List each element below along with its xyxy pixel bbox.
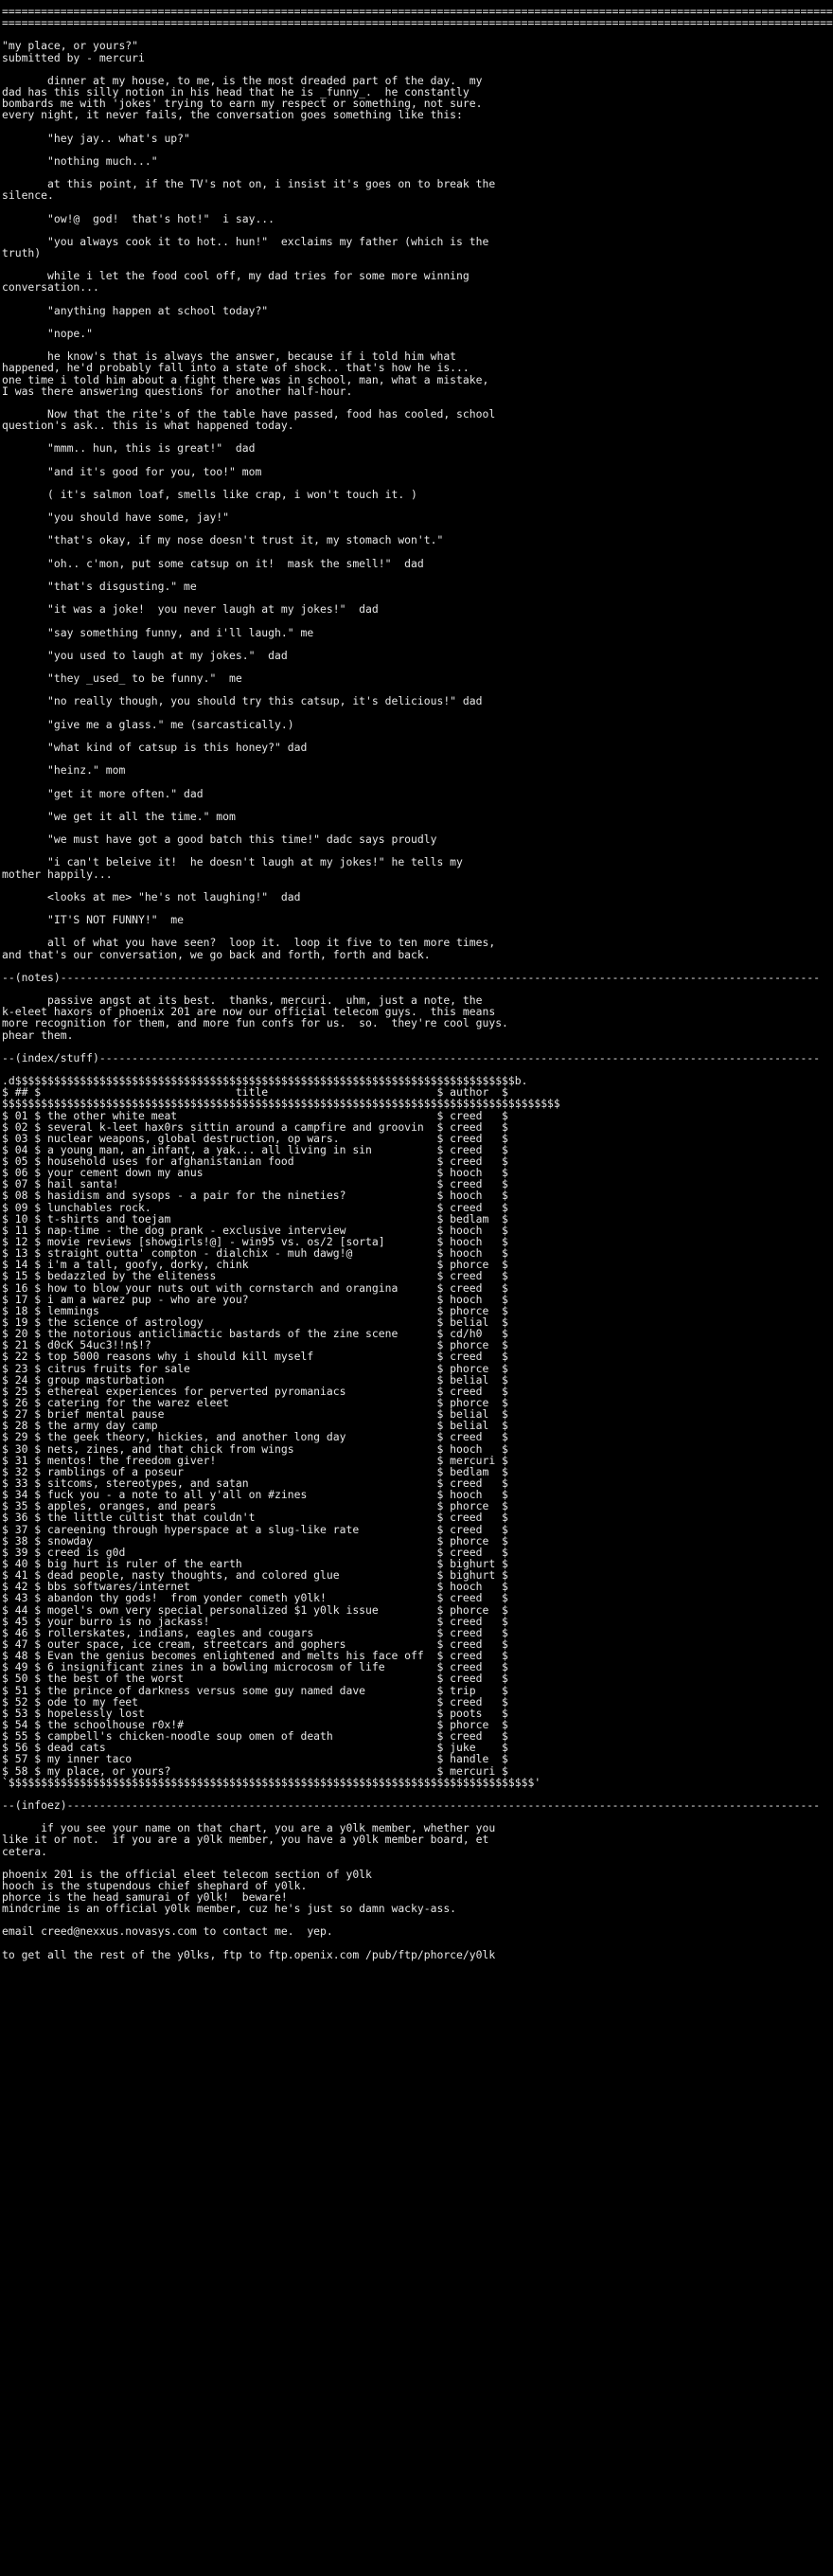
- infoez-line: mindcrime is an official y0lk member, cuz he's just so damn wacky-ass.: [2, 1902, 457, 1916]
- infoez-section-header: --(infoez)--------------------------------------------------------------------------------------------------------------------: [2, 1798, 821, 1812]
- story-line: happened, he'd probably fall into a state of shock.. that's how he is...: [2, 361, 470, 375]
- index-row: $ 01 $ the other white meat $ creed $: [2, 1108, 508, 1122]
- index-table: [2, 1110, 682, 1777]
- story-line: "get it more often." dad: [2, 786, 204, 800]
- index-row: $ 48 $ Evan the genius becomes enlightened and melts his face off $ creed $: [2, 1649, 508, 1663]
- story-line: "ow!@ god! that's hot!" i say...: [2, 211, 275, 225]
- index-row: $ 19 $ the science of astrology $ belial $: [2, 1315, 508, 1330]
- index-row: $ 40 $ big hurt is ruler of the earth $ bighurt $: [2, 1556, 508, 1570]
- index-row: $ 23 $ citrus fruits for sale $ phorce $: [2, 1361, 508, 1375]
- infoez-line: if you see your name on that chart, you are a y0lk member, whether you: [2, 1821, 496, 1835]
- index-row: $ 04 $ a young man, an infant, a yak... all living in sin $ creed $: [2, 1142, 508, 1156]
- index-row: $ 27 $ brief mental pause $ belial $: [2, 1407, 508, 1422]
- story-line: at this point, if the TV's not on, i insist it's goes on to break the: [2, 177, 496, 191]
- infoez-line: like it or not. if you are a y0lk member, you have a y0lk member board, et: [2, 1833, 489, 1847]
- index-row: $ 15 $ bedazzled by the eliteness $ creed $: [2, 1269, 508, 1283]
- story-line: "they _used_ to be funny." me: [2, 671, 242, 686]
- story-line: dad has this silly notion in his head that he is _funny_. he constantly: [2, 84, 470, 98]
- story-line: bombards me with 'jokes' trying to earn my respect or something, not sure.: [2, 97, 483, 111]
- notes-line: phear them.: [2, 1028, 74, 1042]
- index-row: $ 55 $ campbell's chicken-noodle soup omen of death $ creed $: [2, 1729, 508, 1744]
- index-row: $ 28 $ the army day camp $ belial $: [2, 1419, 508, 1433]
- index-row: $ 44 $ mogel's own very special personalized $1 y0lk issue $ phorce $: [2, 1602, 508, 1617]
- story-line: I was there answering questions for another half-hour.: [2, 384, 353, 398]
- index-row: $ 03 $ nuclear weapons, global destruction, op wars. $ creed $: [2, 1131, 508, 1145]
- index-row: $ 47 $ outer space, ice cream, streetcars and gophers $ creed $: [2, 1637, 508, 1651]
- index-bottom-border: `$$$$$$$$$$$$$$$$$$$$$$$$$$$$$$$$$$$$$$$$$$$$$$$$$$$$$$$$$$$$$$$$$$$$$$$$$$$$$$$$$': [2, 1775, 541, 1789]
- index-row: $ 45 $ your burro is no jackass! $ creed $: [2, 1614, 508, 1628]
- infoez-line: phorce is the head samurai of y0lk! beware!: [2, 1890, 288, 1905]
- top-rule-2: ================================================================================================================================: [2, 16, 833, 30]
- story-line: "you used to laugh at my jokes." dad: [2, 648, 288, 662]
- index-row: $ 12 $ movie reviews [showgirls!@] - win95 vs. os/2 [sorta] $ hooch $: [2, 1235, 508, 1249]
- index-mid-border: $$$$$$$$$$$$$$$$$$$$$$$$$$$$$$$$$$$$$$$$$$$$$$$$$$$$$$$$$$$$$$$$$$$$$$$$$$$$$$$$$$$$$$: [2, 1097, 560, 1111]
- story-line: conversation...: [2, 280, 99, 295]
- story-line: "anything happen at school today?": [2, 303, 269, 317]
- index-row: $ 41 $ dead people, nasty thoughts, and colored glue $ bighurt $: [2, 1568, 508, 1583]
- index-row: $ 18 $ lemmings $ phorce $: [2, 1303, 508, 1317]
- top-rule: ================================================================================================================================: [2, 5, 833, 18]
- index-row: $ 16 $ how to blow your nuts out with cornstarch and orangina $ creed $: [2, 1280, 508, 1295]
- notes-section-header: --(notes)---------------------------------------------------------------------------------------------------------------------: [2, 970, 821, 984]
- story-line: "you should have some, jay!": [2, 510, 230, 525]
- index-row: $ 51 $ the prince of darkness versus some guy named dave $ trip $: [2, 1683, 508, 1697]
- story-line: while i let the food cool off, my dad tries for some more winning: [2, 269, 470, 283]
- story-line: "what kind of catsup is this honey?" dad: [2, 741, 308, 754]
- index-row: $ 57 $ my inner taco $ handle $: [2, 1752, 508, 1766]
- article-title: "my place, or yours?": [2, 39, 139, 53]
- index-row: $ 05 $ household uses for afghanistanian food $ creed $: [2, 1154, 508, 1169]
- story-line: <looks at me> "he's not laughing!" dad: [2, 889, 301, 903]
- index-row: $ 20 $ the notorious anticlimactic bastards of the zine scene $ cd/h0 $: [2, 1327, 508, 1341]
- index-row: $ 37 $ careening through hyperspace at a slug-like rate $ creed $: [2, 1522, 508, 1536]
- index-row: $ 32 $ ramblings of a poseur $ bedlam $: [2, 1464, 508, 1478]
- infoez-line: email creed@nexxus.novasys.com to contact me. yep.: [2, 1924, 333, 1939]
- index-row: $ 34 $ fuck you - a note to all y'all on #zines $ hooch $: [2, 1488, 508, 1502]
- index-row: $ 06 $ your cement down my anus $ hooch $: [2, 1166, 508, 1180]
- story-line: mother happily...: [2, 867, 113, 881]
- story-line: "nope.": [2, 326, 94, 340]
- index-row: $ 58 $ my place, or yours? $ mercuri $: [2, 1763, 508, 1778]
- story-line: "i can't beleive it! he doesn't laugh at my jokes!" he tells my: [2, 855, 463, 869]
- submitted-by: submitted by - mercuri: [2, 50, 145, 64]
- index-row: $ 33 $ sitcoms, stereotypes, and satan $ creed $: [2, 1476, 508, 1490]
- story-line: "IT'S NOT FUNNY!" me: [2, 913, 185, 927]
- notes-line: passive angst at its best. thanks, mercuri. uhm, just a note, the: [2, 993, 483, 1008]
- index-column-header: $ ## $ title $ author $: [2, 1085, 508, 1100]
- index-row: $ 13 $ straight outta' compton - dialchix - muh dawg!@ $ hooch $: [2, 1246, 508, 1261]
- infoez-line: cetera.: [2, 1844, 48, 1858]
- index-row: $ 50 $ the best of the worst $ creed $: [2, 1672, 508, 1686]
- story-line: "we must have got a good batch this time!" dadc says proudly: [2, 832, 437, 847]
- story-line: "say something funny, and i'll laugh." me: [2, 625, 314, 639]
- index-top-border: .d$$$$$$$$$$$$$$$$$$$$$$$$$$$$$$$$$$$$$$$$$$$$$$$$$$$$$$$$$$$$$$$$$$$$$$$$$$$$$b.: [2, 1074, 528, 1088]
- index-row: $ 09 $ lunchables rock. $ creed $: [2, 1200, 508, 1214]
- story-line: ( it's salmon loaf, smells like crap, i won't touch it. ): [2, 487, 417, 501]
- index-row: $ 25 $ ethereal experiences for perverted pyromaniacs $ creed $: [2, 1384, 508, 1398]
- index-row: $ 29 $ the geek theory, hickies, and another long day $ creed $: [2, 1430, 508, 1444]
- story-line: truth): [2, 245, 42, 259]
- index-row: $ 39 $ creed is g0d $ creed $: [2, 1545, 508, 1559]
- index-row: $ 52 $ ode to my feet $ creed $: [2, 1694, 508, 1708]
- story-line: "nothing much...": [2, 153, 158, 168]
- index-row: $ 26 $ catering for the warez eleet $ phorce $: [2, 1396, 508, 1410]
- infoez-body: [2, 1822, 682, 1972]
- infoez-line: to get all the rest of the y0lks, ftp to ftp.openix.com /pub/ftp/phorce/y0lk: [2, 1947, 496, 1961]
- index-row: $ 53 $ hopelessly lost $ poots $: [2, 1706, 508, 1720]
- index-row: $ 36 $ the little cultist that couldn't $ creed $: [2, 1511, 508, 1525]
- index-row: $ 08 $ hasidism and sysops - a pair for the nineties? $ hooch $: [2, 1189, 508, 1203]
- infoez-line: phoenix 201 is the official eleet telecom section of y0lk: [2, 1867, 372, 1881]
- notes-line: more recognition for them, and more fun confs for us. so. they're cool guys.: [2, 1016, 508, 1030]
- index-row: $ 56 $ dead cats $ juke $: [2, 1741, 508, 1755]
- story-line: "and it's good for you, too!" mom: [2, 464, 262, 478]
- index-row: $ 42 $ bbs softwares/internet $ hooch $: [2, 1580, 508, 1594]
- index-row: $ 24 $ group masturbation $ belial $: [2, 1372, 508, 1386]
- index-row: $ 11 $ nap-time - the dog prank - exclusive interview $ hooch $: [2, 1223, 508, 1237]
- index-row: $ 38 $ snowday $ phorce $: [2, 1533, 508, 1547]
- story-line: "heinz." mom: [2, 763, 126, 778]
- index-section-header: --(index/stuff)---------------------------------------------------------------------------------------------------------------: [2, 1050, 821, 1064]
- index-row: $ 46 $ rollerskates, indians, eagles and cougars $ creed $: [2, 1625, 508, 1639]
- index-row: $ 31 $ mentos! the freedom giver! $ mercuri $: [2, 1453, 508, 1467]
- story-body: [2, 75, 682, 972]
- story-line: "it was a joke! you never laugh at my jokes!" dad: [2, 602, 379, 617]
- story-line: all of what you have seen? loop it. loop it five to ten more times,: [2, 936, 496, 950]
- story-line: Now that the rite's of the table have passed, food has cooled, school: [2, 406, 496, 420]
- story-line: "give me a glass." me (sarcastically.): [2, 717, 294, 731]
- index-row: $ 30 $ nets, zines, and that chick from wings $ hooch $: [2, 1441, 508, 1456]
- index-row: $ 35 $ apples, oranges, and pears $ phorce $: [2, 1499, 508, 1513]
- infoez-line: hooch is the stupendous chief shephard of y0lk.: [2, 1878, 308, 1892]
- index-row: $ 22 $ top 5000 reasons why i should kill myself $ creed $: [2, 1350, 508, 1364]
- index-row: $ 49 $ 6 insignificant zines in a bowling microcosm of life $ creed $: [2, 1660, 508, 1674]
- index-row: $ 21 $ d0cK 54uc3!!n$!? $ phorce $: [2, 1338, 508, 1352]
- index-row: $ 07 $ hail santa! $ creed $: [2, 1177, 508, 1191]
- story-line: "mmm.. hun, this is great!" dad: [2, 441, 256, 456]
- index-row: $ 02 $ several k-leet hax0rs sittin around a campfire and groovin $ creed $: [2, 1119, 508, 1134]
- index-row: $ 43 $ abandon thy gods! from yonder cometh y0lk! $ creed $: [2, 1591, 508, 1605]
- story-line: every night, it never fails, the conversation goes something like this:: [2, 108, 463, 122]
- index-row: $ 54 $ the schoolhouse r0x!# $ phorce $: [2, 1717, 508, 1731]
- index-row: $ 14 $ i'm a tall, goofy, dorky, chink $ phorce $: [2, 1258, 508, 1272]
- notes-line: k-eleet haxors of phoenix 201 are now our official telecom guys. this means: [2, 1005, 496, 1019]
- story-line: one time i told him about a fight there was in school, man, what a mistake,: [2, 372, 489, 386]
- story-line: silence.: [2, 188, 54, 203]
- story-line: "you always cook it to hot.. hun!" exclaims my father (which is the: [2, 234, 489, 248]
- story-line: "that's okay, if my nose doesn't trust it, my stomach won't.": [2, 533, 444, 547]
- story-line: question's ask.. this is what happened today.: [2, 419, 294, 433]
- story-line: "hey jay.. what's up?": [2, 131, 190, 145]
- index-row: $ 17 $ i am a warez pup - who are you? $ hooch $: [2, 1292, 508, 1306]
- story-line: "that's disgusting." me: [2, 580, 197, 594]
- story-line: he know's that is always the answer, because if i told him what: [2, 349, 457, 364]
- story-line: "no really though, you should try this catsup, it's delicious!" dad: [2, 694, 483, 708]
- story-line: dinner at my house, to me, is the most dreaded part of the day. my: [2, 73, 483, 87]
- notes-body: [2, 994, 682, 1041]
- index-row: $ 10 $ t-shirts and toejam $ bedlam $: [2, 1211, 508, 1225]
- story-line: "oh.. c'mon, put some catsup on it! mask the smell!" dad: [2, 556, 424, 570]
- story-line: "we get it all the time." mom: [2, 809, 236, 823]
- story-line: and that's our conversation, we go back and forth, forth and back.: [2, 947, 431, 961]
